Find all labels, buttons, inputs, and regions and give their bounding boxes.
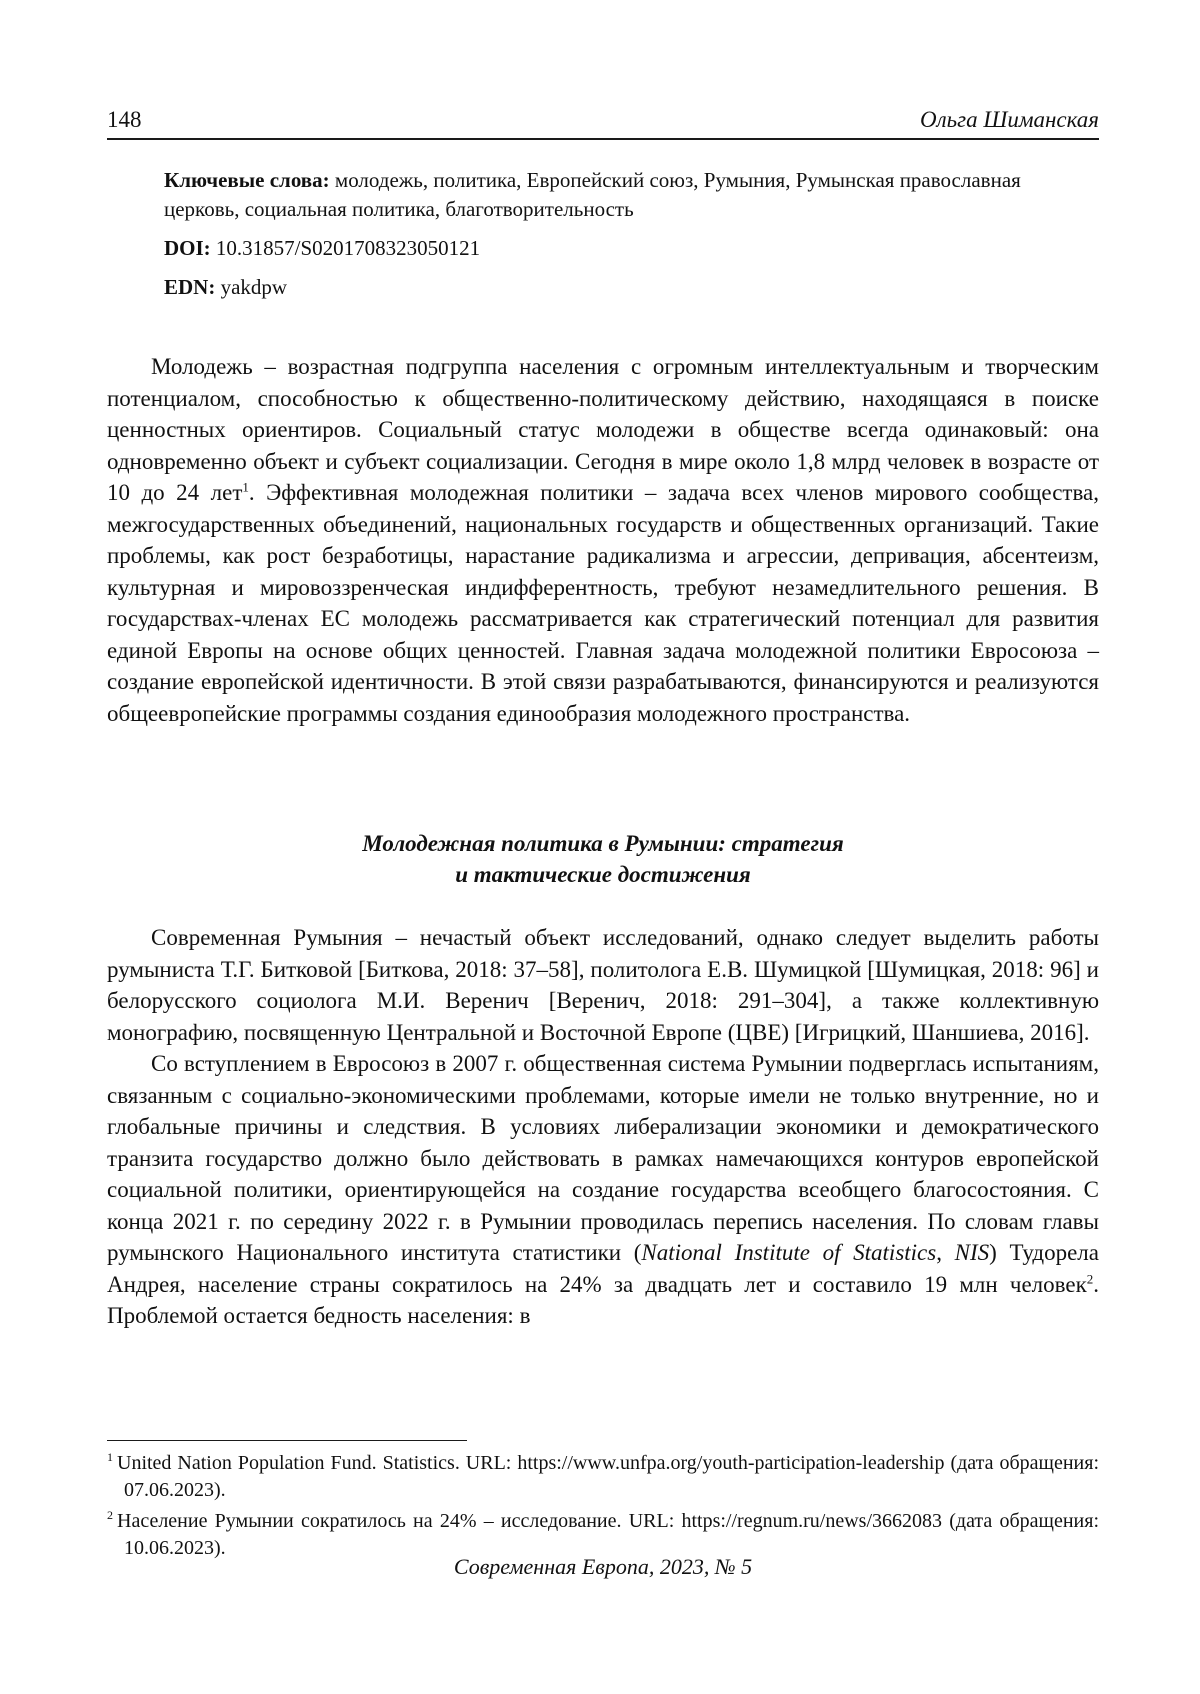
paragraph-1 [107,922,1099,1048]
paragraph-2-text-part1: Со вступлением в Евросоюз в 2007 г. общественная система Румынии подверглась испытаниям, связанным с социально-экономическими проблемами, которые имели не только внутренние, но и глобальные причины и следствия. В условиях либерализации экономики и демократического транзита государство должно было действовать в рамках намечающихся контуров европейской социальной политики, ориентирующейся на создание государства всеобщего благосостояния. С конца 2021 г. по середину 2022 г. в Румынии проводилась перепись населения. По словам главы румынского Национального института статистики ( [107,1051,1099,1265]
page-number: 148 [107,107,142,132]
journal-footer: Современная Европа, 2023, № 5 [453,1554,753,1579]
italic-institute-abbr: NIS [954,1240,990,1265]
footnote-1-number: 1 [107,1450,113,1465]
footnote-ref-2: 2 [1086,1270,1094,1286]
paragraph-1-text: Современная Румыния – нечастый объект исследований, однако следует выделить работы румыниста Т.Г. Битковой [Биткова, 2018: 37–58], политолога Е.В. Шумицкой [Шумицкая, 2018: 96] и белорусского социолога М.И. Веренич [Веренич, 2018: 291–304], а также коллективную монографию, посвященную Центральной и Восточной Европе (ЦВЕ) [Игрицкий, Шаншиева, 2016]. [107,925,1099,1045]
doi-value: 10.31857/S0201708323050121 [215,236,481,260]
keywords-text: молодежь, политика, Европейский союз, Румыния, Румынская православная церковь, социальная политика, благотворительность [164,168,1021,221]
journal-page [107,0,1099,1694]
section-heading-line1: Молодежная политика в Румынии: стратегия [362,831,844,856]
doi [164,234,1099,263]
keywords [164,166,1099,224]
footnote-ref-1: 1 [242,479,249,495]
paragraph-2 [107,1048,1099,1332]
running-author: Ольга Шиманская [920,107,1099,132]
footnote-1-text: United Nation Population Fund. Statistics. URL: https://www.unfpa.org/youth-participation-leadership (дата обращения: 07.06.2023). [117,1452,1099,1501]
edn-label: EDN: [164,275,216,299]
edn-value: yakdpw [220,275,288,299]
doi-label: DOI: [164,236,211,260]
running-header [107,106,1099,140]
section-heading [107,828,1099,890]
footnote-divider [107,1440,467,1441]
footnote-2-text: Население Румынии сократилось на 24% – исследование. URL: https://regnum.ru/news/3662083 (дата обращения: 10.06.2023). [117,1510,1099,1559]
paragraph-2-text-part3: . Проблемой остается бедность населения: в [107,1271,1099,1328]
intro-section [107,351,1099,729]
italic-institute-name: National Institute of Statistics [641,1240,937,1265]
article-metadata [164,166,1099,312]
intro-text-part2: . Эффективная молодежная политики – задача всех членов мирового сообщества, межгосударственных объединений, национальных государств и общественных организаций. Такие проблемы, как рост безработицы, нарастание радикализма и агрессии, депривация, абсентеизм, культурная и мировоззренческая индифферентность, требуют незамедлительного решения. В государствах-членах ЕС молодежь рассматривается как стратегический потенциал для развития единой Европы на основе общих ценностей. Главная задача молодежной политики Евросоюза – создание европейской идентичности. В этой связи разрабатываются, финансируются и реализуются общеевропейские программы создания единообразия молодежного пространства. [107,480,1099,726]
intro-paragraph [107,351,1099,729]
footnotes [107,1450,1099,1566]
paragraph-2-text-part2: ) Тудорела Андрея, население страны сократилось на 24% за двадцать лет и составило 19 млн человек [107,1240,1099,1297]
section-heading-line2: и тактические достижения [455,862,751,887]
intro-text-part1: Молодежь – возрастная подгруппа населения с огромным интеллектуальным и творческим потенциалом, способностью к общественно-политическому действию, находящаяся в поиске ценностных ориентиров. Социальный статус молодежи в обществе всегда одинаковый: она одновременно объект и субъект социализации. Сегодня в мире около 1,8 млрд человек в возрасте от 10 до 24 лет [107,354,1099,505]
paragraph-2-comma: , [936,1240,955,1265]
footnote-2-number: 2 [107,1508,113,1523]
edn [164,273,1099,302]
keywords-label: Ключевые слова: [164,168,330,192]
main-section [107,922,1099,1332]
footnote-1 [107,1450,1099,1504]
